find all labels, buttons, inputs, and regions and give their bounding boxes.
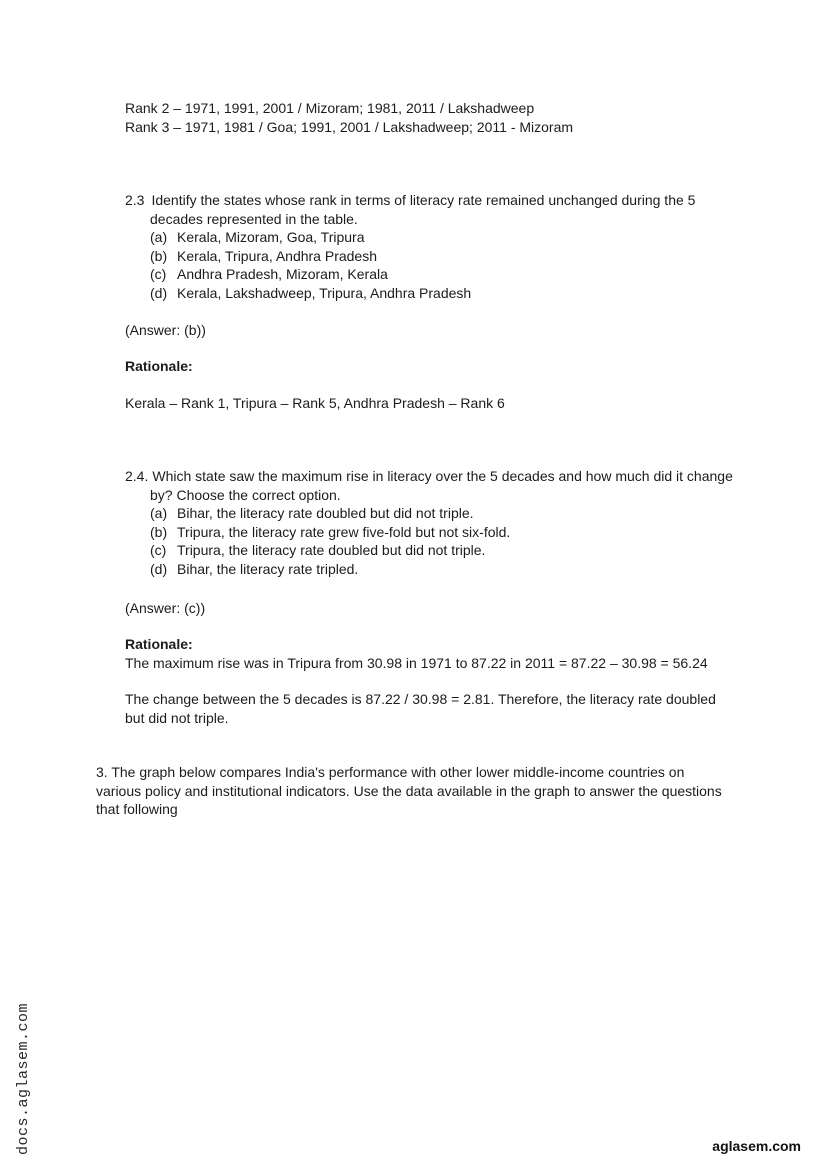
question-3-line-3: that following <box>96 801 178 817</box>
question-2-3-option-c <box>125 265 695 284</box>
question-2-3-number: 2.3 <box>125 192 145 208</box>
question-3-line-2: various policy and institutional indicators. Use the data available in the graph to answer the questions <box>96 782 722 799</box>
question-2-4-text-2: by? Choose the correct option. <box>150 486 341 503</box>
option-c-label: (c) <box>150 266 167 282</box>
rationale-2-4-text-3: but did not triple. <box>125 709 229 726</box>
rationale-2-4-text-2: The change between the 5 decades is 87.22 / 30.98 = 2.81. Therefore, the literacy rate doubled <box>125 691 716 707</box>
option-b-label: (b) <box>150 247 168 264</box>
rationale-2-3-text: Kerala – Rank 1, Tripura – Rank 5, Andhra Pradesh – Rank 6 <box>125 395 505 411</box>
answer-2-4: (Answer: (c)) <box>125 600 206 616</box>
question-2-4-text-1: Which state saw the maximum rise in literacy over the 5 decades and how much did it change <box>152 468 733 484</box>
rationale-2-3-label: Rationale: <box>125 358 193 374</box>
option-a-text: Bihar, the literacy rate doubled but did not triple. <box>177 505 474 521</box>
question-2-3-option-d <box>125 284 695 303</box>
question-2-3 <box>125 191 695 302</box>
rationale-2-4 <box>125 635 716 727</box>
footer-brand: aglasem.com <box>712 1138 801 1154</box>
question-2-3-line-1 <box>125 191 695 210</box>
question-3-line-1: 3. The graph below compares India's performance with other lower middle-income countries on <box>96 764 685 780</box>
option-d-label: (d) <box>150 284 168 301</box>
question-2-4-option-c <box>125 541 733 560</box>
answer-2-3: (Answer: (b)) <box>125 322 206 338</box>
question-2-4-line-1 <box>125 467 733 486</box>
question-2-4-option-b <box>125 523 733 542</box>
rationale-2-4-label: Rationale: <box>125 636 193 652</box>
option-d-text: Kerala, Lakshadweep, Tripura, Andhra Pradesh <box>177 284 472 301</box>
option-c-text: Tripura, the literacy rate doubled but did not triple. <box>177 542 486 558</box>
question-2-4-option-a <box>125 504 733 523</box>
question-2-3-option-a <box>125 228 695 247</box>
question-3-intro <box>96 763 722 819</box>
option-d-label: (d) <box>150 560 168 577</box>
option-c-text: Andhra Pradesh, Mizoram, Kerala <box>177 266 388 282</box>
question-2-4 <box>125 467 733 578</box>
question-2-4-option-d <box>125 560 733 579</box>
question-2-3-text-2: decades represented in the table. <box>150 210 358 227</box>
option-a-text: Kerala, Mizoram, Goa, Tripura <box>177 229 365 245</box>
option-a-label: (a) <box>150 229 168 245</box>
option-b-text: Kerala, Tripura, Andhra Pradesh <box>177 247 378 264</box>
option-a-label: (a) <box>150 505 168 521</box>
question-2-4-number: 2.4. <box>125 468 149 484</box>
rationale-2-4-text-1: The maximum rise was in Tripura from 30.98 in 1971 to 87.22 in 2011 = 87.22 – 30.98 = 56.24 <box>125 654 708 671</box>
option-d-text: Bihar, the literacy rate tripled. <box>177 560 359 577</box>
option-b-label: (b) <box>150 523 168 540</box>
question-2-3-text-1: Identify the states whose rank in terms of literacy rate remained unchanged during the 5 <box>151 192 696 208</box>
option-c-label: (c) <box>150 542 167 558</box>
question-2-3-option-b <box>125 247 695 266</box>
side-watermark: docs.aglasem.com <box>15 1002 32 1155</box>
option-b-text: Tripura, the literacy rate grew five-fold but not six-fold. <box>177 523 511 540</box>
rank-2-line: Rank 2 – 1971, 1991, 2001 / Mizoram; 1981, 2011 / Lakshadweep <box>125 100 535 116</box>
rank-answer-block <box>125 99 573 136</box>
rank-3-line: Rank 3 – 1971, 1981 / Goa; 1991, 2001 / Lakshadweep; 2011 - Mizoram <box>125 118 574 135</box>
